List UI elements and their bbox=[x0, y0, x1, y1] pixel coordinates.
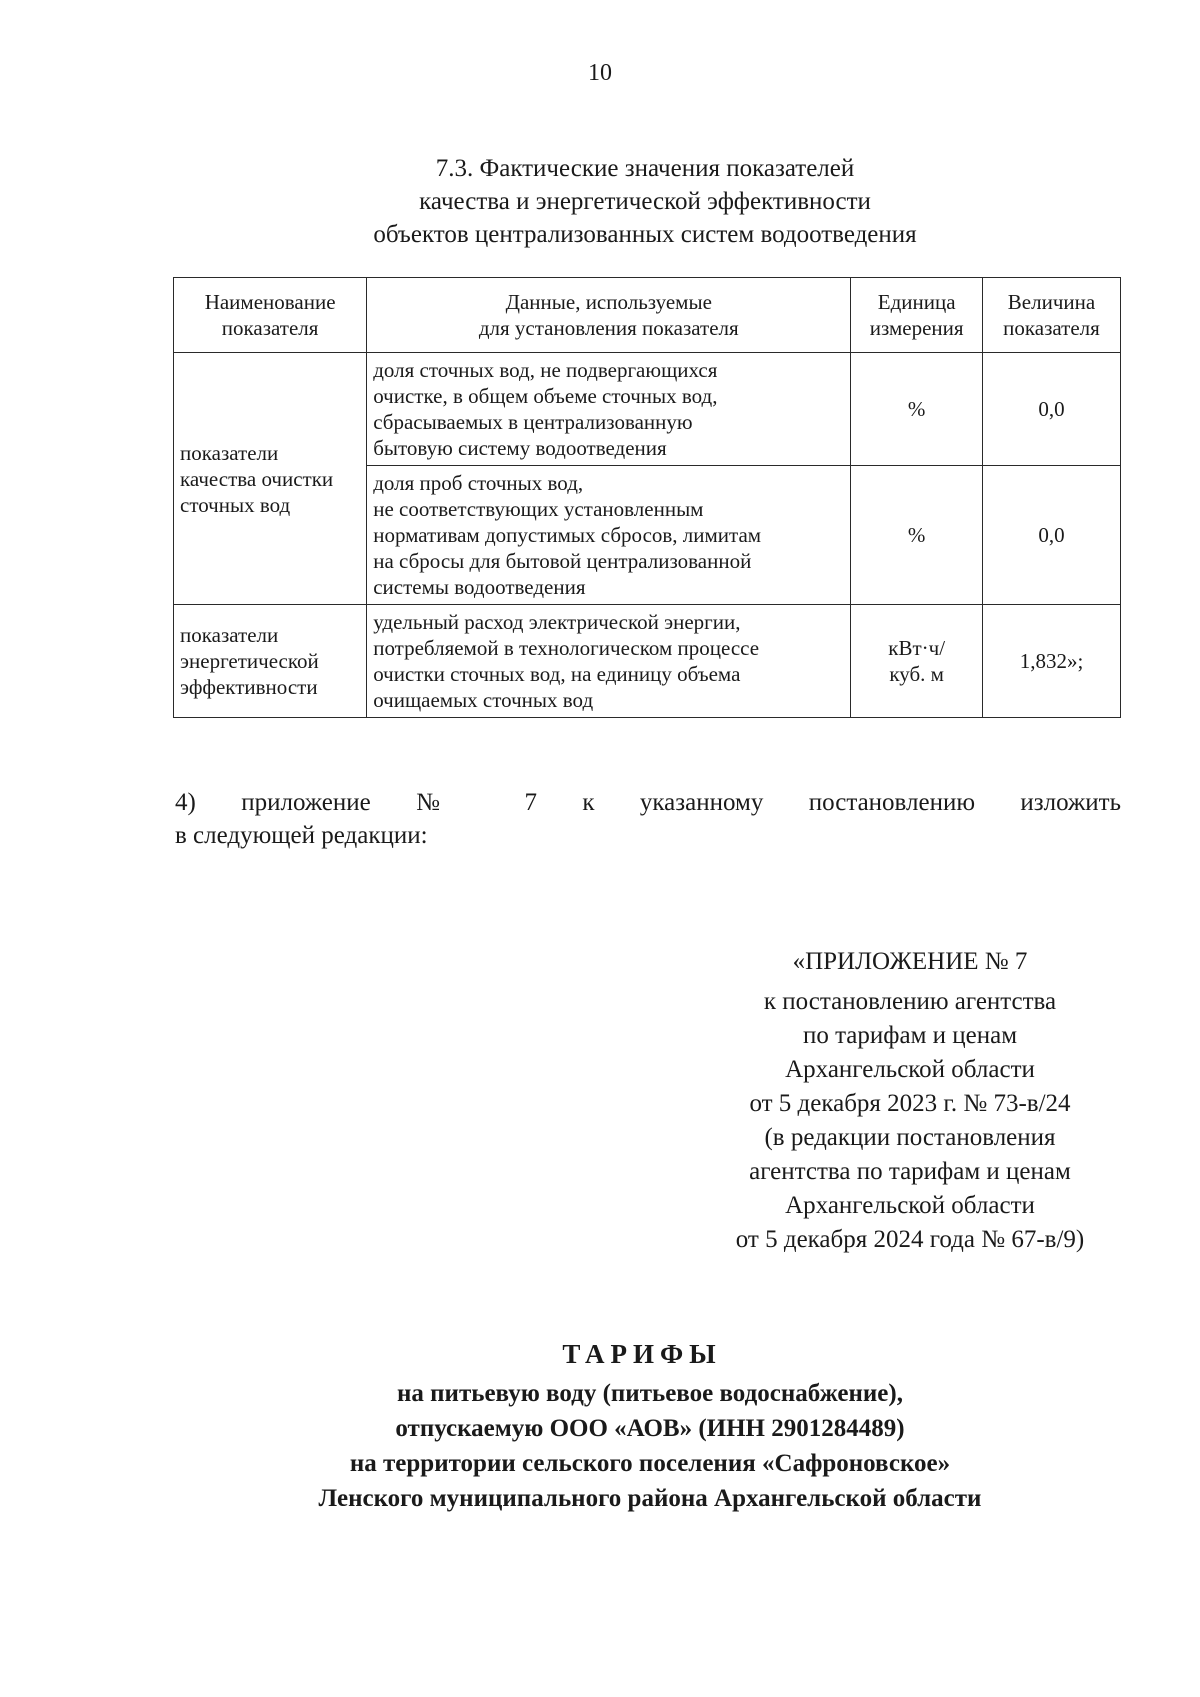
appendix-line: от 5 декабря 2023 г. № 73-в/24 bbox=[749, 1090, 1071, 1117]
appendix-line: к постановлению агентства bbox=[763, 988, 1057, 1015]
appendix-line: по тарифам и ценам bbox=[802, 1022, 1018, 1049]
section-title-line: объектов централизованных систем водоотведения bbox=[373, 221, 917, 248]
amendment-paragraph bbox=[175, 786, 1121, 852]
value-cell: 0,0 bbox=[982, 353, 1120, 466]
unit-cell: % bbox=[851, 466, 983, 605]
page-number: 10 bbox=[588, 60, 612, 86]
section-title-line: качества и энергетической эффективности bbox=[419, 188, 871, 215]
section-title bbox=[0, 152, 1200, 251]
unit-cell: % bbox=[851, 353, 983, 466]
tariffs-line: на территории сельского поселения «Сафроновское» bbox=[349, 1450, 951, 1477]
value-cell: 1,832»; bbox=[982, 605, 1120, 718]
tariffs-line: отпускаемую ООО «АОВ» (ИНН 2901284489) bbox=[395, 1415, 905, 1442]
data-cell: доля проб сточных вод, не соответствующих установленным нормативам допустимых сбросов, лимитам на сбросы для бытовой централизованной системы водоотведения bbox=[367, 466, 851, 605]
value-cell: 0,0 bbox=[982, 466, 1120, 605]
tariffs-title: ТАРИФЫ bbox=[562, 1339, 722, 1369]
appendix-line: агентства по тарифам и ценам bbox=[749, 1158, 1071, 1185]
paragraph-line: в следующей редакции: bbox=[175, 822, 428, 849]
table-row bbox=[174, 353, 1121, 466]
tariffs-heading bbox=[0, 1337, 1200, 1516]
tariffs-line: на питьевую воду (питьевое водоснабжение), bbox=[397, 1380, 903, 1407]
table-row bbox=[174, 605, 1121, 718]
appendix-line: Архангельской области bbox=[785, 1056, 1035, 1083]
appendix-block bbox=[690, 945, 1130, 1257]
data-cell: доля сточных вод, не подвергающихся очистке, в общем объеме сточных вод, сбрасываемых в централизованную бытовую систему водоотведения bbox=[367, 353, 851, 466]
table-header-row bbox=[174, 278, 1121, 353]
header-value: Величина показателя bbox=[982, 278, 1120, 353]
appendix-heading: «ПРИЛОЖЕНИЕ № 7 bbox=[792, 948, 1028, 975]
paragraph-line: 4) приложение № 7 к указанному постановлению изложить bbox=[175, 789, 1121, 816]
appendix-line: от 5 декабря 2024 года № 67-в/9) bbox=[735, 1226, 1085, 1253]
section-title-line: 7.3. Фактические значения показателей bbox=[435, 155, 855, 182]
header-unit: Единица измерения bbox=[851, 278, 983, 353]
group-name-cell: показатели энергетической эффективности bbox=[174, 605, 367, 718]
appendix-line: Архангельской области bbox=[785, 1192, 1035, 1219]
header-data: Данные, используемые для установления показателя bbox=[367, 278, 851, 353]
unit-cell: кВт·ч/ куб. м bbox=[851, 605, 983, 718]
indicators-table bbox=[173, 277, 1121, 718]
appendix-line: (в редакции постановления bbox=[764, 1124, 1056, 1151]
header-name: Наименование показателя bbox=[174, 278, 367, 353]
data-cell: удельный расход электрической энергии, потребляемой в технологическом процессе очистки сточных вод, на единицу объема очищаемых сточных вод bbox=[367, 605, 851, 718]
group-name-cell: показатели качества очистки сточных вод bbox=[174, 353, 367, 605]
tariffs-line: Ленского муниципального района Архангельской области bbox=[318, 1485, 982, 1512]
